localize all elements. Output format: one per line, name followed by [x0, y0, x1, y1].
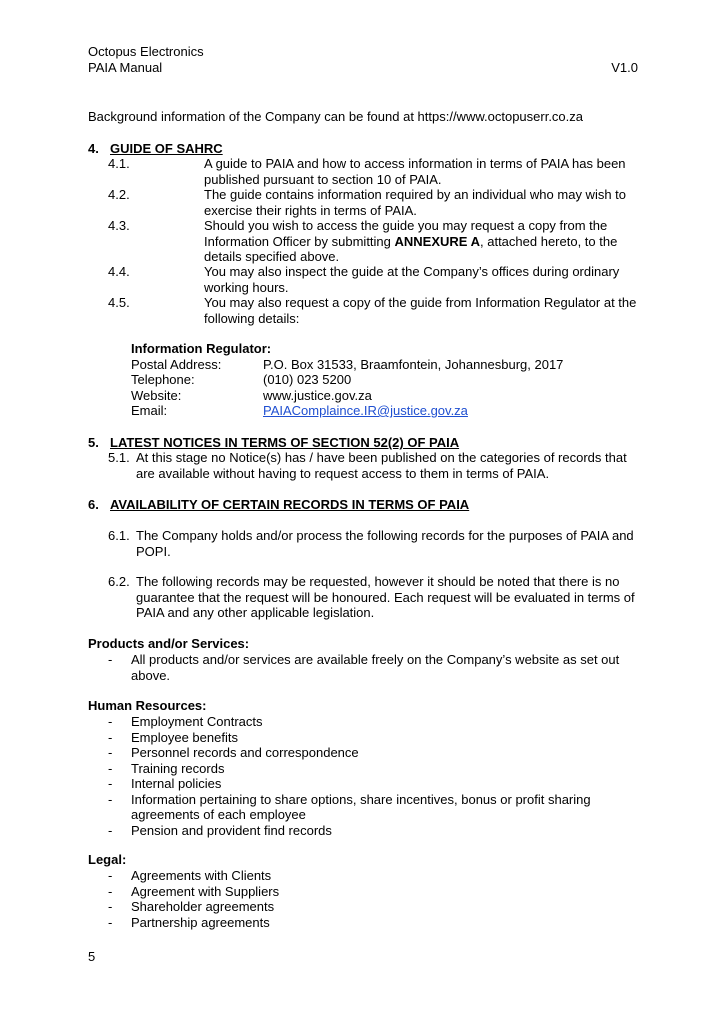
clause-number: 4.1. [108, 156, 130, 171]
bullet-dash: - [108, 899, 113, 914]
email-link[interactable]: PAIAComplaince.IR@justice.gov.za [263, 403, 468, 418]
bullet-dash: - [108, 652, 113, 667]
field-value: www.justice.gov.za [263, 387, 372, 403]
clause-4-4 [108, 264, 648, 295]
bullet-dash: - [108, 776, 113, 791]
page-number: 5 [88, 949, 96, 964]
regulator-postal-row [131, 357, 631, 373]
information-regulator-block [131, 341, 631, 419]
regulator-website-row [131, 388, 631, 404]
list-item [108, 915, 648, 931]
bullet-dash: - [108, 745, 113, 760]
field-value: (010) 023 5200 [263, 372, 352, 387]
section-title: AVAILABILITY OF CERTAIN RECORDS IN TERMS OF PAIA [110, 497, 470, 512]
document-name: PAIA Manual [88, 59, 163, 75]
clause-4-1 [108, 156, 648, 187]
list-item [108, 899, 648, 915]
list-item-text: Agreement with Suppliers [131, 883, 280, 899]
bullet-dash: - [108, 883, 113, 899]
clause-4-2 [108, 187, 648, 218]
section-4-heading [88, 141, 223, 157]
list-item-text: Pension and provident find records [131, 822, 332, 838]
legal-list [108, 868, 648, 930]
list-item [108, 761, 648, 777]
bullet-dash: - [108, 822, 113, 838]
clause-4-5 [108, 295, 648, 326]
clause-text: A guide to PAIA and how to access information in terms of PAIA has been published pursuant to section 10 of PAIA. [204, 156, 626, 187]
list-item-text: Employment Contracts [131, 714, 263, 729]
clause-text: The Company holds and/or process the following records for the purposes of PAIA and POPI. [136, 528, 634, 559]
clause-number: 5.1. [108, 450, 130, 465]
section-title: GUIDE OF SAHRC [110, 141, 223, 156]
list-item-text: Partnership agreements [131, 914, 270, 930]
clause-number: 6.2. [108, 574, 130, 589]
list-item-text: Information pertaining to share options, share incentives, bonus or profit sharing agreements of each employee [131, 791, 591, 822]
list-item [108, 730, 648, 746]
field-label: Telephone: [131, 372, 195, 387]
field-label: Website: [131, 387, 182, 403]
clause-text: You may also request a copy of the guide from Information Regulator at the following details: [204, 295, 637, 326]
products-list [108, 652, 648, 683]
regulator-email-row [131, 403, 631, 419]
list-item-text: Agreements with Clients [131, 868, 272, 883]
list-item [108, 792, 648, 823]
list-item [108, 714, 648, 730]
section-6-heading [88, 497, 469, 513]
section-number: 4. [88, 141, 99, 156]
field-label: Email: [131, 403, 168, 418]
bullet-dash: - [108, 729, 113, 745]
bullet-dash: - [108, 914, 113, 930]
section-5-heading [88, 435, 459, 451]
list-item [108, 652, 648, 683]
list-item-text: Shareholder agreements [131, 899, 275, 914]
list-item-text: Internal policies [131, 776, 222, 791]
regulator-telephone-row [131, 372, 631, 388]
bullet-dash: - [108, 868, 113, 883]
version-label: V1.0 [611, 59, 638, 75]
list-item-text: Training records [131, 760, 225, 776]
clause-6-1 [108, 528, 648, 559]
clause-text [204, 218, 648, 265]
bullet-dash: - [108, 760, 113, 776]
annexure-reference: ANNEXURE A [394, 233, 480, 249]
background-info: Background information of the Company can be found at https://www.octopuserr.co.za [88, 109, 584, 124]
list-item [108, 745, 648, 761]
section-number: 5. [88, 435, 99, 450]
clause-text: The guide contains information required by an individual who may wish to exercise their rights in terms of PAIA. [204, 187, 627, 218]
section-title: LATEST NOTICES IN TERMS OF SECTION 52(2) OF PAIA [110, 435, 460, 450]
products-heading: Products and/or Services: [88, 636, 250, 651]
field-value: P.O. Box 31533, Braamfontein, Johannesburg, 2017 [263, 356, 564, 372]
list-item [108, 884, 648, 900]
clause-text-part: , attached hereto, to the details specified above. [204, 233, 618, 264]
list-item [108, 868, 648, 884]
legal-heading: Legal: [88, 852, 127, 867]
list-item [108, 776, 648, 792]
clause-text: At this stage no Notice(s) has / have been published on the categories of records that are available without having to request access to them in terms of PAIA. [136, 450, 627, 481]
clause-4-3 [108, 218, 648, 265]
page-header [88, 44, 638, 75]
clause-6-2 [108, 574, 648, 621]
hr-heading: Human Resources: [88, 698, 207, 713]
clause-number: 4.4. [108, 264, 130, 279]
clause-number: 4.2. [108, 187, 130, 202]
company-name: Octopus Electronics [88, 44, 204, 59]
section-number: 6. [88, 497, 99, 512]
regulator-title: Information Regulator: [131, 341, 272, 356]
clause-number: 6.1. [108, 528, 130, 543]
hr-list [108, 714, 648, 838]
field-label: Postal Address: [131, 356, 222, 372]
clause-number: 4.3. [108, 218, 130, 233]
list-item-text: Personnel records and correspondence [131, 745, 359, 760]
list-item-text: All products and/or services are available freely on the Company’s website as set out above. [131, 652, 620, 683]
bullet-dash: - [108, 714, 113, 729]
list-item [108, 823, 648, 839]
clause-text: The following records may be requested, however it should be noted that there is no guarantee that the request will be honoured. Each request will be evaluated in terms of PAIA and any other applicable legislation. [136, 574, 635, 620]
clause-5-1 [108, 450, 648, 481]
clause-text-part: Should you wish to access the guide you may request a copy from the Information Officer by submitting [204, 218, 608, 249]
bullet-dash: - [108, 791, 113, 807]
clause-number: 4.5. [108, 295, 130, 310]
list-item-text: Employee benefits [131, 729, 238, 745]
clause-text: You may also inspect the guide at the Company’s offices during ordinary working hours. [204, 264, 620, 295]
